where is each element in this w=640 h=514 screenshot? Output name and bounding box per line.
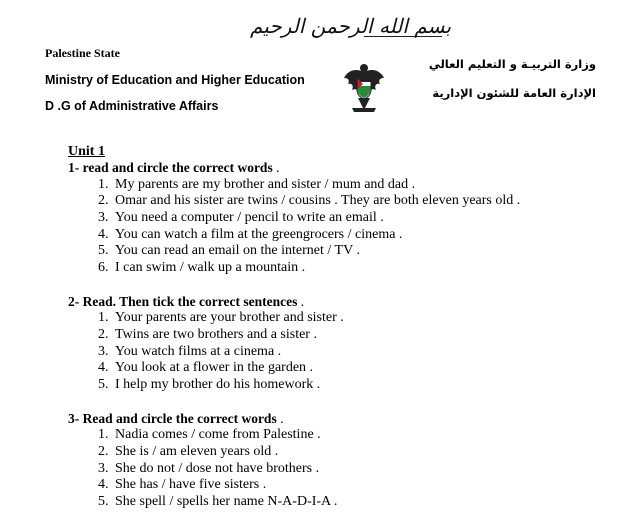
section-gap (68, 277, 628, 294)
section-3-title-suffix: . (276, 410, 284, 426)
list-item: 2. She is / am eleven years old . (112, 444, 628, 461)
list-item: 3. She do not / dose not have brothers . (112, 461, 628, 478)
list-item: 1. My parents are my brother and sister / mum and dad . (112, 177, 628, 194)
ministry-name-en: Ministry of Education and Higher Education (45, 73, 305, 87)
basmala-underline (364, 36, 442, 37)
section-2-title-suffix: . (297, 293, 305, 309)
list-item: 2. Omar and his sister are twins / cousins . They are both eleven years old . (112, 193, 628, 210)
unit-title: Unit 1 (68, 144, 105, 159)
header-right (429, 57, 596, 115)
list-item: 1. Nadia comes / come from Palestine . (112, 427, 628, 444)
list-item: 5. You can read an email on the internet / TV . (112, 243, 628, 260)
list-item: 3. You watch films at a cinema . (112, 344, 628, 361)
section-2-title (68, 294, 628, 311)
section-2-list (68, 310, 628, 394)
section-1-title-text: 1- read and circle the correct words (68, 160, 273, 175)
list-item: 6. I can swim / walk up a mountain . (112, 260, 628, 277)
list-item: 5. I help my brother do his homework . (112, 377, 628, 394)
list-item: 4. You look at a flower in the garden . (112, 360, 628, 377)
list-item: 4. She has / have five sisters . (112, 477, 628, 494)
basmala-calligraphy: بسم الله الرحمن الرحيم (250, 14, 452, 38)
ministry-name-ar: وزارة التربيـة و التعليم العالي (428, 57, 596, 71)
list-item: 1. Your parents are your brother and sister . (112, 310, 628, 327)
palestine-eagle-emblem-icon (342, 58, 386, 116)
section-1-title (68, 160, 628, 177)
section-2-title-text: 2- Read. Then tick the correct sentences (68, 293, 298, 309)
list-item: 4. You can watch a film at the greengrocers / cinema . (112, 227, 628, 244)
list-item: 5. She spell / spells her name N-A-D-I-A . (112, 494, 628, 511)
section-1-list (68, 177, 628, 277)
header-left (45, 46, 305, 113)
state-name: Palestine State (45, 46, 120, 60)
section-gap (68, 394, 628, 411)
directorate-name-en: D .G of Administrative Affairs (45, 99, 219, 113)
list-item: 2. Twins are two brothers and a sister . (112, 327, 628, 344)
section-3-title-text: 3- Read and circle the correct words (68, 410, 277, 426)
directorate-name-ar: الإدارة العامة للشئون الإدارية (432, 86, 596, 100)
worksheet-content (68, 144, 628, 511)
section-1-title-suffix: . (272, 160, 280, 175)
section-3-list (68, 427, 628, 511)
section-3-title (68, 411, 628, 428)
list-item: 3. You need a computer / pencil to write an email . (112, 210, 628, 227)
